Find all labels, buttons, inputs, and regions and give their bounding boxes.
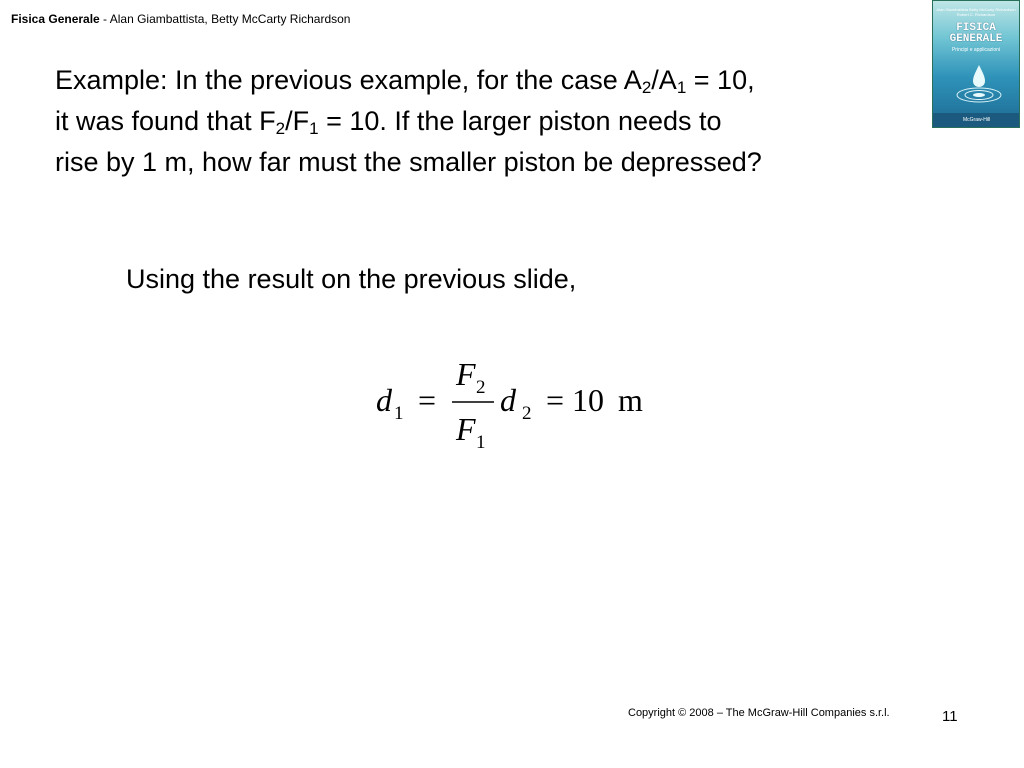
book-authors: - Alan Giambattista, Betty McCarty Richardson: [99, 12, 351, 26]
eq-lhs-sub: 1: [394, 403, 404, 424]
copyright: Copyright © 2008 – The McGraw-Hill Companies s.r.l.: [628, 707, 890, 719]
example-question: [55, 60, 955, 183]
question-text: = 10,: [686, 65, 755, 95]
lead-text: Using the result on the previous slide,: [126, 264, 577, 294]
subscript: 2: [275, 119, 286, 138]
eq-rhs-var: d: [500, 382, 516, 418]
water-drop-icon: [955, 61, 1003, 105]
cover-subtitle: Principi e applicazioni: [951, 47, 1001, 53]
eq-numerator-sub: 2: [476, 377, 486, 398]
eq-numerator-var: F: [456, 356, 476, 392]
eq-rhs-sub: 2: [522, 403, 532, 424]
question-text: /F: [285, 106, 310, 136]
eq-denominator-var: F: [456, 411, 476, 447]
eq-result-value: 10: [572, 382, 604, 418]
subscript: 2: [641, 78, 652, 97]
subscript: 1: [676, 78, 687, 97]
question-text: /A: [651, 65, 677, 95]
page-number: 11: [942, 708, 958, 725]
question-text: = 10. If the larger piston needs to: [318, 106, 722, 136]
equation-svg: [370, 352, 670, 462]
eq-denominator-sub: 1: [476, 432, 486, 453]
cover-authors: Alan Giambattista Betty McCarty Richardson Robert C. Richardson: [936, 7, 1016, 17]
equation: [370, 352, 670, 462]
question-text: Example: In the previous example, for the case A: [55, 65, 642, 95]
cover-title: [933, 23, 1019, 45]
question-text: it was found that F: [55, 106, 276, 136]
book-header: [11, 12, 350, 26]
cover-publisher: McGraw-Hill: [933, 113, 1019, 127]
book-title: Fisica Generale: [11, 12, 100, 26]
question-text: rise by 1 m, how far must the smaller piston be depressed?: [55, 147, 762, 177]
cover-title-line2: GENERALE: [949, 33, 1003, 45]
eq-lhs-var: d: [376, 382, 392, 418]
eq-result-unit: m: [618, 382, 643, 418]
eq-equals-1: =: [418, 382, 437, 418]
cover-title-line1: FISICA: [956, 22, 996, 34]
subscript: 1: [309, 119, 319, 138]
eq-equals-2: =: [546, 382, 565, 418]
